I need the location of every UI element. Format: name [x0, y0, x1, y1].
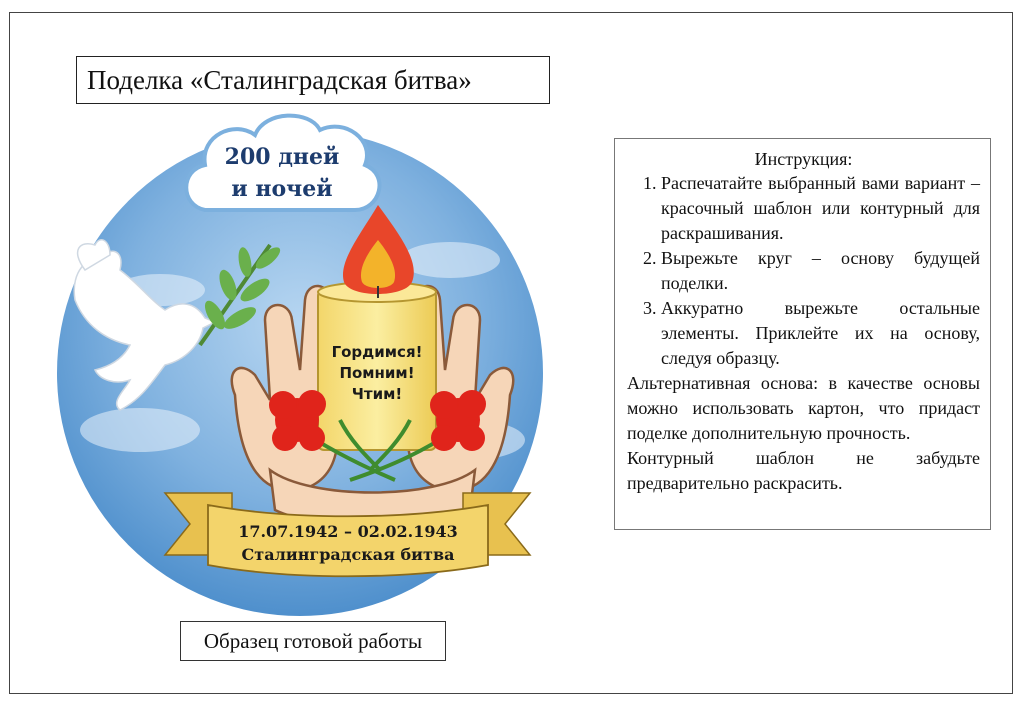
sample-caption: Образец готовой работы	[180, 621, 446, 661]
instructions-heading: Инструкция:	[754, 149, 853, 169]
instruction-note-contour: Контурный шаблон не забудьте предварительно раскрасить.	[627, 448, 980, 493]
cloud-text-line2: и ночей	[231, 176, 333, 202]
instruction-note-alternative: Альтернативная основа: в качестве основы можно использовать картон, что придаст поделке дополнительную прочность.	[627, 373, 980, 443]
instruction-step: 3. Аккуратно вырежьте остальные элементы. Приклейте их на основу, следуя образцу.	[661, 296, 980, 371]
carnation-right-icon	[430, 390, 486, 451]
instruction-step: 1. Распечатайте выбранный вами вариант – красочный шаблон или контурный для раскрашивания.	[661, 171, 980, 246]
carnation-left-icon	[269, 390, 326, 451]
instruction-step: 2. Вырежьте круг – основу будущей поделки.	[661, 246, 980, 296]
cloud-text-line1: 200 дней	[224, 144, 340, 170]
ribbon-title: Сталинградская битва	[241, 545, 455, 564]
candle-text-line3: Чтим!	[351, 385, 403, 403]
page-title: Поделка «Сталинградская битва»	[76, 56, 550, 104]
instructions-box	[614, 138, 991, 530]
candle-text-line2: Помним!	[339, 364, 415, 382]
ribbon-dates: 17.07.1942 – 02.02.1943	[238, 522, 458, 541]
candle-text-line1: Гордимся!	[331, 343, 423, 361]
instructions-steps	[627, 171, 980, 371]
